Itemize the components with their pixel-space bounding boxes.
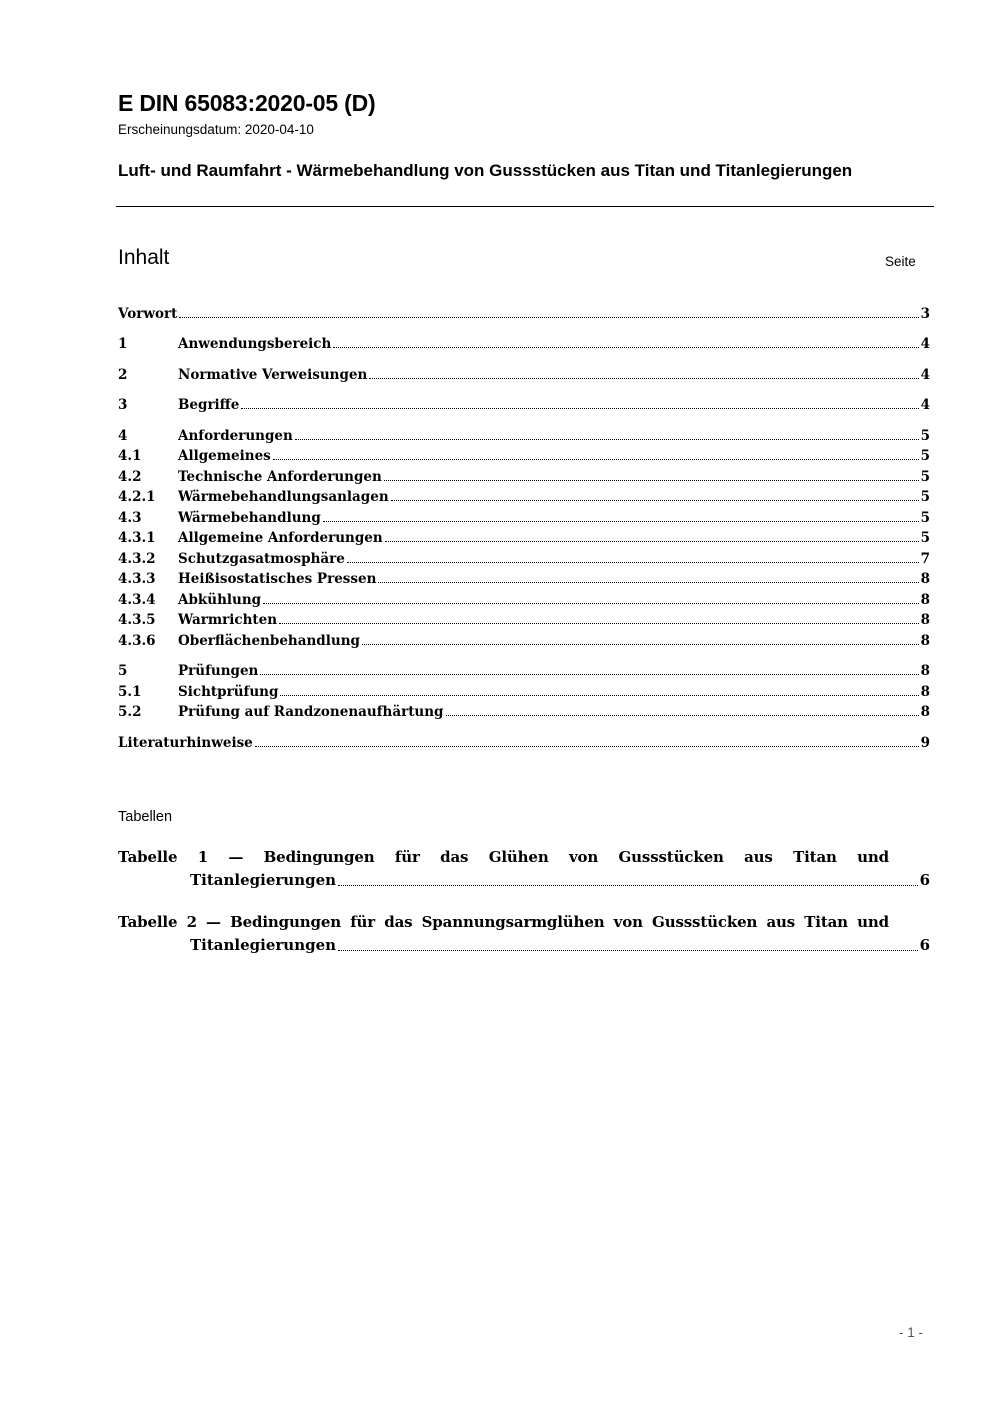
title-divider xyxy=(116,206,934,207)
toc-leader xyxy=(347,562,919,563)
table-list-entry-2[interactable] xyxy=(118,911,930,957)
toc-entry-title: Wärmebehandlungsanlagen xyxy=(178,489,389,505)
toc-entry-title: Vorwort xyxy=(118,306,178,322)
toc-entry-page: 5 xyxy=(920,489,930,505)
toc-entry[interactable] xyxy=(118,393,930,413)
toc-entry-number: 4.2.1 xyxy=(118,489,156,505)
toc-leader xyxy=(338,950,918,951)
toc-entry-page: 8 xyxy=(920,592,930,608)
toc-leader xyxy=(280,695,918,696)
toc-entry[interactable] xyxy=(118,700,930,720)
toc-entry[interactable] xyxy=(118,659,930,679)
toc-leader xyxy=(260,674,918,675)
toc-entry-title: Begriffe xyxy=(178,397,240,413)
toc-leader xyxy=(362,644,919,645)
toc-entry-number: 4.3.2 xyxy=(118,551,156,567)
toc-entry-page: 5 xyxy=(920,428,930,444)
toc-entry-page: 4 xyxy=(920,397,930,413)
toc-entry-number: 5.2 xyxy=(118,704,142,720)
toc-leader xyxy=(378,582,918,583)
toc-entry-number: 4.3.5 xyxy=(118,612,156,628)
toc-entry[interactable] xyxy=(118,485,930,505)
toc-entry[interactable] xyxy=(118,332,930,352)
toc-entry-title: Oberflächenbehandlung xyxy=(178,633,360,649)
toc-entry-page: 8 xyxy=(920,612,930,628)
toc-leader xyxy=(263,603,918,604)
toc-entry-page: 8 xyxy=(920,633,930,649)
toc-entry-page: 5 xyxy=(920,510,930,526)
tables-heading: Tabellen xyxy=(118,809,173,825)
toc-entry-number: 4.3.1 xyxy=(118,530,156,546)
table-entry-caption-continued: Titanlegierungen xyxy=(190,936,337,954)
toc-leader xyxy=(179,317,918,318)
toc-entry-number: 4.3.4 xyxy=(118,592,156,608)
toc-entry-page: 4 xyxy=(920,336,930,352)
page-column-label: Seite xyxy=(885,254,916,269)
toc-heading: Inhalt xyxy=(118,246,170,269)
toc-entry[interactable] xyxy=(118,526,930,546)
toc-entry-page: 7 xyxy=(920,551,930,567)
toc-entry-page: 8 xyxy=(920,663,930,679)
toc-entry-page: 5 xyxy=(920,530,930,546)
toc-entry[interactable] xyxy=(118,506,930,526)
toc-entry-title: Allgemeines xyxy=(178,448,271,464)
toc-leader xyxy=(255,746,919,747)
table-list-entry-1[interactable] xyxy=(118,846,930,892)
toc-entry-number: 4.1 xyxy=(118,448,142,464)
toc-leader xyxy=(391,500,919,501)
toc-entry[interactable] xyxy=(118,680,930,700)
toc-leader xyxy=(333,347,918,348)
toc-entry-title: Anforderungen xyxy=(178,428,293,444)
table-entry-caption-continued: Titanlegierungen xyxy=(190,871,337,889)
toc-entry[interactable] xyxy=(118,444,930,464)
toc-entry-number: 4.3.3 xyxy=(118,571,156,587)
toc-entry-title: Normative Verweisungen xyxy=(178,367,368,383)
toc-entry[interactable] xyxy=(118,547,930,567)
table-entry-page: 6 xyxy=(919,936,930,954)
toc-entry-title: Prüfung auf Randzonenaufhärtung xyxy=(178,704,444,720)
toc-entry-title: Abkühlung xyxy=(178,592,262,608)
toc-entry-title: Anwendungsbereich xyxy=(178,336,332,352)
toc-entry-number: 2 xyxy=(118,367,128,383)
toc-entry-page: 4 xyxy=(920,367,930,383)
toc-leader xyxy=(295,439,919,440)
toc-entry-page: 3 xyxy=(920,306,930,322)
toc-entry-vorwort[interactable] xyxy=(118,302,930,322)
toc-leader xyxy=(446,715,919,716)
toc-entry[interactable] xyxy=(118,424,930,444)
toc-entry-literaturhinweise[interactable] xyxy=(118,731,930,751)
toc-leader xyxy=(273,459,919,460)
page-number: - 1 - xyxy=(899,1325,924,1340)
toc-leader xyxy=(384,480,919,481)
toc-entry-number: 4.3 xyxy=(118,510,142,526)
toc-entry-number: 4.2 xyxy=(118,469,142,485)
toc-leader xyxy=(369,378,918,379)
toc-entry-number: 4 xyxy=(118,428,128,444)
toc-entry[interactable] xyxy=(118,588,930,608)
toc-entry-page: 9 xyxy=(920,735,930,751)
toc-leader xyxy=(338,885,918,886)
toc-entry[interactable] xyxy=(118,567,930,587)
toc-entry-number: 1 xyxy=(118,336,128,352)
document-id: E DIN 65083:2020-05 (D) xyxy=(118,90,376,116)
toc-leader xyxy=(385,541,919,542)
toc-entry-title: Heißisostatisches Pressen xyxy=(178,571,377,587)
toc-entry-page: 5 xyxy=(920,448,930,464)
toc-entry-title: Sichtprüfung xyxy=(178,684,279,700)
toc-entry-title: Literaturhinweise xyxy=(118,735,253,751)
toc-entry-page: 5 xyxy=(920,469,930,485)
table-entry-page: 6 xyxy=(919,871,930,889)
table-entry-caption: Tabelle 2 — Bedingungen für das Spannungsarmglühen von Gussstücken aus Titan und xyxy=(118,913,889,931)
toc-entry-title: Wärmebehandlung xyxy=(178,510,321,526)
toc-entry-title: Allgemeine Anforderungen xyxy=(178,530,383,546)
toc-entry-number: 5.1 xyxy=(118,684,142,700)
toc-entry[interactable] xyxy=(118,629,930,649)
toc-entry-number: 5 xyxy=(118,663,128,679)
document-title: Luft- und Raumfahrt - Wärmebehandlung von Gussstücken aus Titan und Titanlegierungen xyxy=(118,161,853,180)
toc-leader xyxy=(241,408,918,409)
toc-entry-title: Warmrichten xyxy=(178,612,278,628)
toc-entry-title: Technische Anforderungen xyxy=(178,469,382,485)
toc-entry[interactable] xyxy=(118,363,930,383)
table-entry-caption: Tabelle 1 — Bedingungen für das Glühen von Gussstücken aus Titan und xyxy=(118,848,889,866)
toc-entry-number: 4.3.6 xyxy=(118,633,156,649)
toc-entry-page: 8 xyxy=(920,684,930,700)
toc-entry[interactable] xyxy=(118,608,930,628)
toc-entry-title: Prüfungen xyxy=(178,663,259,679)
toc-leader xyxy=(279,623,919,624)
toc-leader xyxy=(323,521,919,522)
toc-entry-page: 8 xyxy=(920,704,930,720)
toc-entry-title: Schutzgasatmosphäre xyxy=(178,551,345,567)
toc-entry-number: 3 xyxy=(118,397,128,413)
publication-date: Erscheinungsdatum: 2020-04-10 xyxy=(118,122,314,137)
toc-entry[interactable] xyxy=(118,465,930,485)
toc-entry-page: 8 xyxy=(920,571,930,587)
